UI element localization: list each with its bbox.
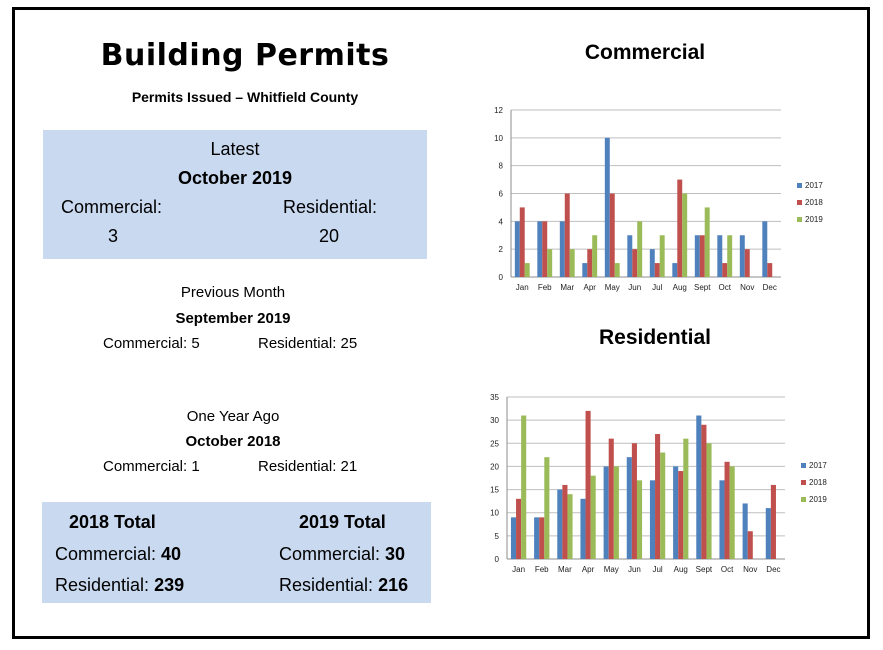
- commercial-bar-2018-mar: [565, 194, 570, 278]
- residential-bar-2019-may: [614, 466, 619, 559]
- total-2018-residential-value: 239: [154, 575, 185, 595]
- residential-legend-swatch-2019: [801, 497, 806, 502]
- commercial-bar-2017-dec: [762, 221, 767, 277]
- commercial-bar-2019-jun: [637, 221, 642, 277]
- residential-bar-2018-sept: [701, 425, 706, 559]
- latest-period: October 2019: [177, 168, 293, 188]
- page-subtitle: Permits Issued – Whitfield County: [131, 89, 359, 105]
- previous-month-residential: Residential: 25: [258, 335, 358, 352]
- residential-bar-2018-feb: [539, 517, 544, 559]
- commercial-bar-2017-aug: [672, 263, 677, 277]
- commercial-y-tick-label: 8: [498, 161, 503, 171]
- commercial-x-tick-label: Feb: [537, 283, 552, 292]
- latest-commercial-label: Commercial:: [61, 197, 163, 217]
- residential-bar-2018-jul: [655, 434, 660, 559]
- commercial-legend-label-2019: 2019: [805, 215, 823, 224]
- commercial-x-tick-label: Jan: [515, 283, 529, 292]
- page-title: Building Permits: [100, 38, 390, 73]
- latest-commercial-value: 3: [107, 226, 118, 246]
- total-2018-residential-label: Residential:: [55, 575, 155, 595]
- commercial-legend-swatch-2018: [797, 200, 802, 205]
- residential-bar-2018-aug: [678, 471, 683, 559]
- commercial-bar-2018-oct: [722, 263, 727, 277]
- commercial-bar-2019-oct: [727, 235, 732, 277]
- residential-bar-2019-mar: [567, 494, 572, 559]
- residential-bar-2017-jun: [627, 457, 632, 559]
- residential-y-tick-label: 5: [494, 531, 499, 541]
- residential-bar-2018-jun: [632, 443, 637, 559]
- residential-x-tick-label: Dec: [766, 565, 781, 574]
- commercial-bar-2018-aug: [677, 180, 682, 277]
- commercial-bar-2019-jul: [660, 235, 665, 277]
- commercial-bar-2019-mar: [570, 249, 575, 277]
- residential-x-tick-label: Feb: [534, 565, 549, 574]
- commercial-bar-2019-aug: [682, 194, 687, 278]
- residential-y-tick-label: 20: [490, 462, 499, 472]
- previous-month-commercial: Commercial: 5: [103, 335, 200, 352]
- commercial-x-tick-label: Sept: [694, 283, 711, 292]
- residential-bar-2019-sept: [706, 443, 711, 559]
- commercial-chart-title: Commercial: [584, 41, 706, 64]
- latest-residential-label: Residential:: [283, 197, 378, 217]
- commercial-bar-2017-jun: [627, 235, 632, 277]
- residential-bar-2019-jun: [637, 480, 642, 559]
- commercial-x-tick-label: Dec: [762, 283, 777, 292]
- residential-bar-2018-jan: [516, 499, 521, 559]
- commercial-y-tick-label: 6: [498, 189, 503, 199]
- commercial-chart: [475, 102, 845, 302]
- commercial-x-tick-label: May: [604, 283, 620, 292]
- commercial-bar-2017-jul: [650, 249, 655, 277]
- commercial-y-tick-label: 10: [494, 133, 503, 143]
- residential-chart-title: Residential: [598, 326, 712, 349]
- commercial-bar-2019-feb: [547, 249, 552, 277]
- residential-bar-2017-jul: [650, 480, 655, 559]
- residential-x-tick-label: Sept: [695, 565, 713, 574]
- residential-bar-2017-aug: [673, 466, 678, 559]
- latest-heading: Latest: [210, 139, 260, 159]
- residential-bar-2018-oct: [725, 462, 730, 559]
- commercial-legend-label-2018: 2018: [805, 198, 823, 207]
- total-2019-residential-value: 216: [378, 575, 409, 595]
- residential-x-tick-label: Jul: [652, 565, 663, 574]
- residential-bar-2019-feb: [544, 457, 549, 559]
- residential-y-tick-label: 10: [490, 508, 499, 518]
- commercial-legend-swatch-2019: [797, 217, 802, 222]
- commercial-bar-2018-apr: [587, 249, 592, 277]
- residential-x-tick-label: Nov: [743, 565, 758, 574]
- commercial-bar-2017-jan: [515, 221, 520, 277]
- total-2019-residential: [279, 575, 408, 596]
- total-2019-residential-label: Residential:: [279, 575, 379, 595]
- commercial-bar-2018-sept: [700, 235, 705, 277]
- residential-legend-label-2018: 2018: [809, 478, 827, 487]
- residential-bar-2018-may: [609, 439, 614, 559]
- residential-y-tick-label: 35: [490, 393, 499, 402]
- commercial-bar-2018-jun: [632, 249, 637, 277]
- commercial-bar-2017-may: [605, 138, 610, 277]
- previous-month-heading: Previous Month: [180, 284, 286, 301]
- commercial-legend-label-2017: 2017: [805, 181, 823, 190]
- commercial-x-tick-label: Jun: [628, 283, 642, 292]
- commercial-bar-2017-feb: [537, 221, 542, 277]
- residential-bar-2018-apr: [586, 411, 591, 559]
- residential-bar-2019-apr: [591, 476, 596, 559]
- commercial-x-tick-label: Oct: [718, 283, 731, 292]
- commercial-bar-2018-feb: [542, 221, 547, 277]
- commercial-bar-2017-oct: [717, 235, 722, 277]
- residential-x-tick-label: Oct: [720, 565, 734, 574]
- commercial-bar-2017-nov: [740, 235, 745, 277]
- commercial-x-tick-label: Nov: [740, 283, 755, 292]
- residential-bar-2017-nov: [743, 503, 748, 559]
- commercial-y-tick-label: 12: [494, 106, 503, 115]
- residential-bar-2017-feb: [534, 517, 539, 559]
- residential-bar-2019-aug: [683, 439, 688, 559]
- residential-bar-2018-mar: [562, 485, 567, 559]
- total-2018-commercial-label: Commercial:: [55, 544, 162, 564]
- residential-bar-2019-jan: [521, 416, 526, 559]
- residential-bar-2019-jul: [660, 453, 665, 559]
- residential-bar-2017-may: [604, 466, 609, 559]
- commercial-bar-2017-mar: [560, 221, 565, 277]
- commercial-x-tick-label: Apr: [583, 283, 596, 292]
- commercial-bar-2018-dec: [767, 263, 772, 277]
- residential-y-tick-label: 30: [490, 416, 499, 426]
- commercial-bar-2018-jan: [520, 207, 525, 277]
- totals-panel: [42, 502, 431, 603]
- total-2019-commercial-label: Commercial:: [279, 544, 386, 564]
- one-year-ago-heading: One Year Ago: [186, 408, 280, 425]
- residential-x-tick-label: Apr: [581, 565, 595, 574]
- total-2019-heading: 2019 Total: [299, 512, 386, 532]
- residential-bar-2017-oct: [719, 480, 724, 559]
- commercial-bar-2018-jul: [655, 263, 660, 277]
- residential-x-tick-label: Jan: [512, 565, 526, 574]
- residential-y-tick-label: 0: [494, 555, 499, 564]
- total-2019-commercial: [279, 544, 405, 565]
- one-year-ago-commercial: Commercial: 1: [103, 458, 200, 475]
- residential-bar-2019-oct: [730, 466, 735, 559]
- residential-bar-2017-sept: [696, 416, 701, 559]
- total-2018-commercial-value: 40: [161, 544, 182, 564]
- total-2019-commercial-value: 30: [385, 544, 406, 564]
- commercial-x-tick-label: Jul: [652, 283, 663, 292]
- commercial-bar-2019-jan: [525, 263, 530, 277]
- commercial-bar-2019-sept: [705, 207, 710, 277]
- residential-legend-label-2017: 2017: [809, 461, 827, 470]
- residential-x-tick-label: Aug: [673, 565, 688, 574]
- residential-bar-2018-nov: [748, 531, 753, 559]
- commercial-x-tick-label: Mar: [560, 283, 575, 292]
- residential-bar-2017-jan: [511, 517, 516, 559]
- commercial-bar-2017-sept: [695, 235, 700, 277]
- residential-x-tick-label: Jun: [627, 565, 641, 574]
- commercial-x-tick-label: Aug: [672, 283, 687, 292]
- commercial-bar-2017-apr: [582, 263, 587, 277]
- residential-legend-swatch-2017: [801, 463, 806, 468]
- previous-month-period: September 2019: [175, 310, 291, 327]
- residential-x-tick-label: Mar: [558, 565, 572, 574]
- one-year-ago-residential: Residential: 21: [258, 458, 358, 475]
- commercial-bar-2018-nov: [745, 249, 750, 277]
- residential-legend-label-2019: 2019: [809, 495, 827, 504]
- commercial-y-tick-label: 2: [498, 245, 503, 255]
- residential-y-tick-label: 25: [490, 439, 499, 449]
- residential-y-tick-label: 15: [490, 485, 499, 495]
- residential-x-tick-label: May: [603, 565, 619, 574]
- residential-bar-2017-dec: [766, 508, 771, 559]
- commercial-legend-swatch-2017: [797, 183, 802, 188]
- commercial-bar-2019-may: [615, 263, 620, 277]
- latest-panel: [43, 130, 427, 259]
- residential-bar-2017-mar: [557, 490, 562, 559]
- commercial-y-tick-label: 4: [498, 217, 503, 227]
- commercial-bar-2019-apr: [592, 235, 597, 277]
- residential-bar-2017-apr: [580, 499, 585, 559]
- one-year-ago-period: October 2018: [185, 433, 281, 450]
- latest-residential-value: 20: [318, 226, 340, 246]
- residential-bar-2018-dec: [771, 485, 776, 559]
- total-2018-heading: 2018 Total: [69, 512, 156, 532]
- total-2018-residential: [55, 575, 184, 596]
- residential-chart: [475, 382, 845, 587]
- residential-legend-swatch-2018: [801, 480, 806, 485]
- page-frame: [12, 7, 870, 639]
- total-2018-commercial: [55, 544, 181, 565]
- commercial-y-tick-label: 0: [498, 273, 503, 282]
- commercial-bar-2018-may: [610, 194, 615, 278]
